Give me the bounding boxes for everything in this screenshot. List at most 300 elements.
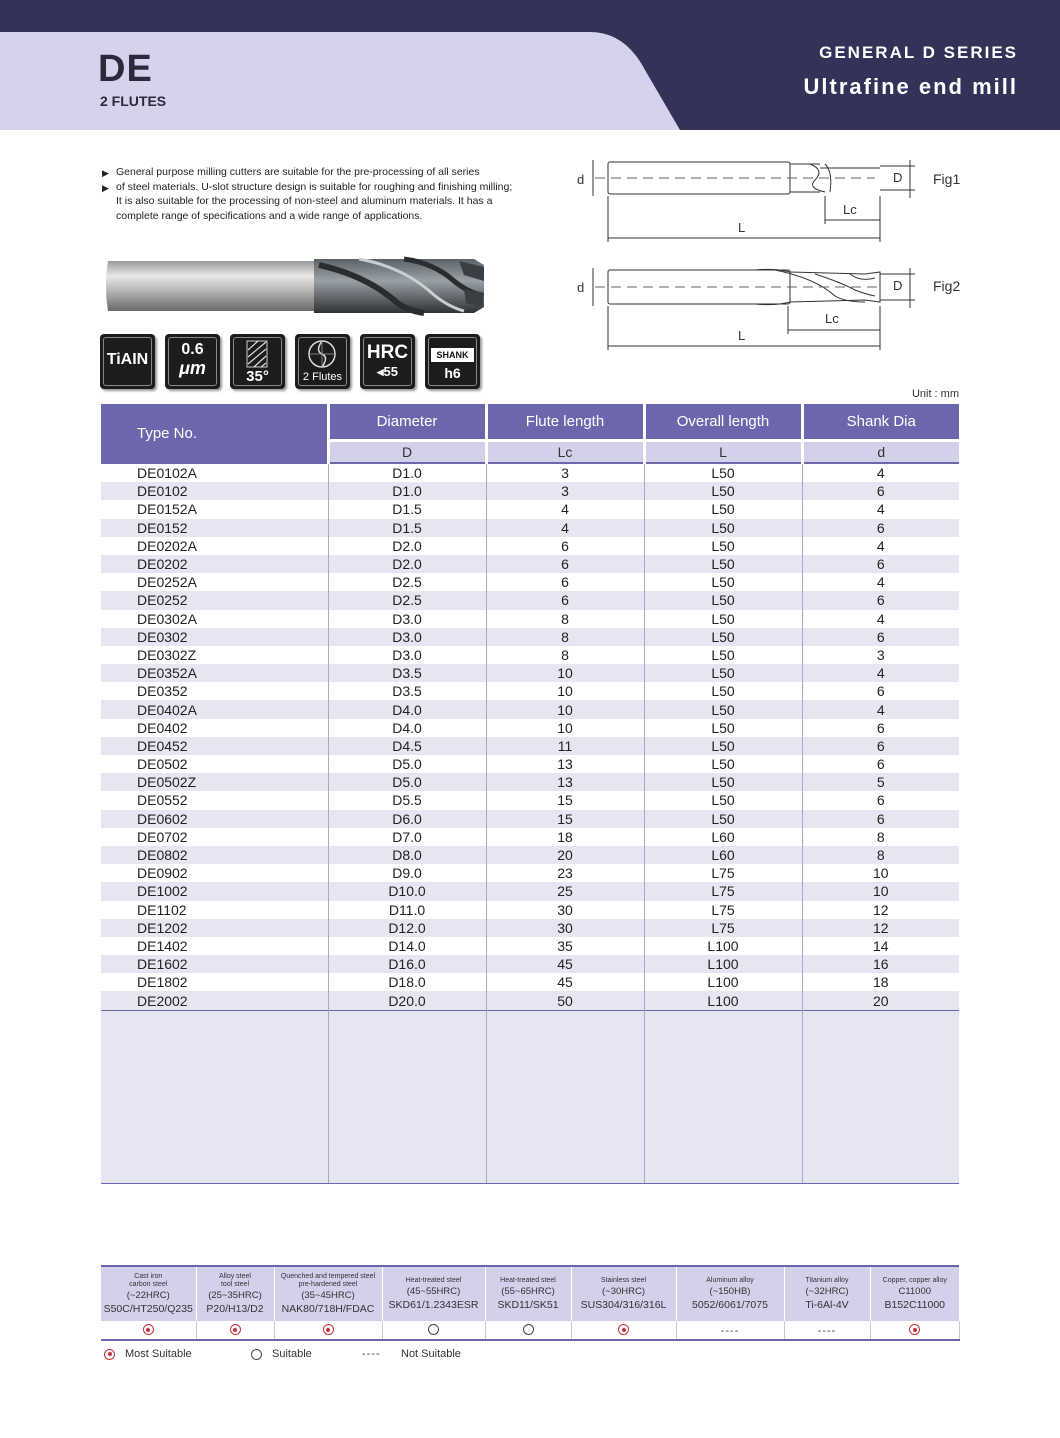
flute-length-cell: 35 (486, 937, 644, 955)
flute-length-cell: 8 (486, 646, 644, 664)
dimension-drawing (575, 150, 975, 360)
flute-length-cell: 10 (486, 664, 644, 682)
diameter-cell: D2.0 (328, 537, 486, 555)
subheader-diameter: D (328, 441, 486, 464)
overall-length-cell: L100 (644, 937, 802, 955)
table-row (101, 828, 959, 846)
shank-dia-cell: 20 (802, 991, 959, 1010)
material-name: Quenched and tempered steel pre-hardened steel (280, 1272, 376, 1288)
flute-length-cell: 50 (486, 991, 644, 1010)
hrc-icon (360, 334, 415, 389)
not-suitable-symbol: ---- (720, 1325, 740, 1337)
description-line: complete range of specifications and a wide range of applications. (116, 209, 423, 222)
material-grades: Ti-6Al-4V (805, 1298, 849, 1311)
table-empty-area (101, 1010, 959, 1183)
type-no-cell: DE1102 (101, 901, 328, 919)
shank-dia-cell: 5 (802, 773, 959, 791)
fig2-flute-length-label: Lc (825, 311, 839, 326)
diameter-cell: D5.0 (328, 755, 486, 773)
diameter-cell: D1.5 (328, 500, 486, 518)
description-line: of steel materials. U-slot structure design is suitable for roughing and finishing milling; (116, 180, 513, 193)
material-hardness: (~22HRC) (126, 1289, 170, 1301)
overall-length-cell: L50 (644, 573, 802, 591)
diameter-cell: D11.0 (328, 901, 486, 919)
page-title: DE (98, 48, 153, 90)
grain-unit: μm (179, 358, 206, 378)
description (102, 165, 532, 223)
type-no-cell: DE0252A (101, 573, 328, 591)
fig1-flute-length-label: Lc (843, 202, 857, 217)
type-no-cell: DE0402 (101, 719, 328, 737)
type-no-cell: DE1002 (101, 882, 328, 900)
fig1-overall-length-label: L (738, 220, 746, 235)
diameter-cell: D16.0 (328, 955, 486, 973)
type-no-cell: DE0302 (101, 628, 328, 646)
table-row (101, 591, 959, 609)
series-label: GENERAL D SERIES (819, 43, 1018, 62)
helix-value: 35° (246, 368, 269, 385)
diameter-cell: D3.0 (328, 646, 486, 664)
table-row (101, 664, 959, 682)
helix-lines-icon (246, 340, 268, 368)
suitable-icon (251, 1349, 262, 1360)
suitable-icon (523, 1324, 534, 1335)
legend-suitable: Suitable (272, 1348, 312, 1360)
table-row (101, 482, 959, 500)
flute-length-cell: 18 (486, 828, 644, 846)
material-name: Heat-treated steel (500, 1276, 556, 1284)
flute-length-cell: 6 (486, 573, 644, 591)
flute-length-cell: 15 (486, 791, 644, 809)
overall-length-cell: L50 (644, 773, 802, 791)
diameter-cell: D1.5 (328, 519, 486, 537)
material-rating-cell (870, 1321, 959, 1340)
diameter-cell: D3.0 (328, 610, 486, 628)
overall-length-cell: L50 (644, 810, 802, 828)
material-rating-cell (485, 1321, 571, 1340)
material-rating-cell (274, 1321, 382, 1340)
type-no-cell: DE0152 (101, 519, 328, 537)
shank-tolerance-icon (425, 334, 480, 389)
flute-length-cell: 20 (486, 846, 644, 864)
flute-length-cell: 6 (486, 591, 644, 609)
header-shank-dia: Shank Dia (802, 404, 959, 441)
fig2-diameter-label: D (893, 278, 903, 293)
not-suitable-symbol: ---- (362, 1348, 381, 1360)
diameter-cell: D10.0 (328, 882, 486, 900)
table-row (101, 628, 959, 646)
shank-dia-cell: 14 (802, 937, 959, 955)
legend-not-suitable: Not Suitable (401, 1348, 461, 1360)
table-row (101, 719, 959, 737)
material-header-cell (870, 1266, 959, 1321)
shank-dia-cell: 6 (802, 810, 959, 828)
material-name: Stainless steel (600, 1276, 647, 1284)
shank-dia-cell: 6 (802, 791, 959, 809)
flutes-value: 2 Flutes (302, 371, 343, 383)
flute-length-cell: 3 (486, 482, 644, 500)
diameter-cell: D3.0 (328, 628, 486, 646)
material-header-cell (274, 1266, 382, 1321)
material-rating-cell (784, 1321, 870, 1340)
material-grades: SUS304/316/316L (580, 1298, 667, 1311)
overall-length-cell: L50 (644, 537, 802, 555)
material-header-cell (676, 1266, 784, 1321)
most-suitable-icon (104, 1349, 115, 1360)
overall-length-cell: L50 (644, 555, 802, 573)
subheader-overall-length: L (644, 441, 802, 464)
flute-length-cell: 4 (486, 500, 644, 518)
diameter-cell: D4.0 (328, 700, 486, 718)
type-no-cell: DE0252 (101, 591, 328, 609)
shank-value: h6 (444, 365, 461, 381)
flute-length-cell: 10 (486, 719, 644, 737)
diameter-cell: D4.5 (328, 737, 486, 755)
table-row (101, 882, 959, 900)
flute-length-cell: 13 (486, 773, 644, 791)
type-no-cell: DE0402A (101, 700, 328, 718)
flute-length-cell: 6 (486, 537, 644, 555)
unit-label: Unit : mm (911, 388, 959, 400)
diameter-cell: D18.0 (328, 973, 486, 991)
table-row (101, 555, 959, 573)
table-row (101, 919, 959, 937)
table-row (101, 537, 959, 555)
type-no-cell: DE0552 (101, 791, 328, 809)
shank-dia-cell: 4 (802, 463, 959, 482)
overall-length-cell: L50 (644, 700, 802, 718)
table-row (101, 901, 959, 919)
flute-length-cell: 13 (486, 755, 644, 773)
table-row (101, 463, 959, 482)
fig1-shank-dia-label: d (577, 172, 585, 187)
suitable-icon (428, 1324, 439, 1335)
material-header-cell (784, 1266, 870, 1321)
flute-length-cell: 6 (486, 555, 644, 573)
spec-table (101, 404, 959, 1184)
material-name: Heat-treated steel (405, 1276, 462, 1284)
shank-dia-cell: 4 (802, 537, 959, 555)
material-name: Alloy steel tool steel (219, 1272, 251, 1288)
overall-length-cell: L100 (644, 973, 802, 991)
type-no-cell: DE0302A (101, 610, 328, 628)
diameter-cell: D1.0 (328, 482, 486, 500)
header-overall-length: Overall length (644, 404, 802, 441)
material-hardness: (~30HRC) (601, 1285, 646, 1297)
material-grades: 5052/6061/7075 (692, 1298, 768, 1311)
header-type-no: Type No. (101, 404, 328, 463)
overall-length-cell: L100 (644, 955, 802, 973)
description-line: General purpose milling cutters are suitable for the pre-processing of all series (116, 166, 480, 178)
material-hardness: (~32HRC) (805, 1285, 849, 1297)
table-row (101, 682, 959, 700)
type-no-cell: DE0352A (101, 664, 328, 682)
empty-cell (802, 1010, 959, 1183)
shank-dia-cell: 6 (802, 682, 959, 700)
most-suitable-icon (230, 1324, 241, 1335)
material-name: Copper, copper alloy (882, 1276, 947, 1284)
overall-length-cell: L50 (644, 646, 802, 664)
shank-dia-cell: 4 (802, 500, 959, 518)
shank-dia-cell: 4 (802, 610, 959, 628)
overall-length-cell: L75 (644, 901, 802, 919)
shank-dia-cell: 4 (802, 664, 959, 682)
material-rating-cell (382, 1321, 485, 1340)
table-row (101, 973, 959, 991)
flute-length-cell: 30 (486, 901, 644, 919)
table-row (101, 991, 959, 1010)
overall-length-cell: L50 (644, 628, 802, 646)
material-header-cell (571, 1266, 676, 1321)
diameter-cell: D20.0 (328, 991, 486, 1010)
flutes-icon (295, 334, 350, 389)
shank-dia-cell: 16 (802, 955, 959, 973)
material-hardness: C11000 (898, 1285, 932, 1297)
type-no-cell: DE1602 (101, 955, 328, 973)
shank-dia-cell: 6 (802, 591, 959, 609)
hrc-value: ◂55 (377, 364, 398, 379)
table-row (101, 846, 959, 864)
diameter-cell: D7.0 (328, 828, 486, 846)
table-row (101, 500, 959, 518)
empty-cell (486, 1010, 644, 1183)
table-row (101, 791, 959, 809)
dimension-figures (575, 150, 975, 360)
table-row (101, 773, 959, 791)
most-suitable-icon (909, 1324, 920, 1335)
overall-length-cell: L50 (644, 591, 802, 609)
not-suitable-symbol: ---- (817, 1325, 837, 1337)
type-no-cell: DE0302Z (101, 646, 328, 664)
overall-length-cell: L50 (644, 664, 802, 682)
product-name: Ultrafine end mill (803, 74, 1018, 99)
overall-length-cell: L75 (644, 864, 802, 882)
material-header-cell (101, 1266, 196, 1321)
page-subtitle: 2 FLUTES (100, 93, 167, 109)
flute-length-cell: 45 (486, 955, 644, 973)
diameter-cell: D5.0 (328, 773, 486, 791)
material-header-cell (485, 1266, 571, 1321)
flute-length-cell: 30 (486, 919, 644, 937)
type-no-cell: DE1802 (101, 973, 328, 991)
material-grades: S50C/HT250/Q235 (103, 1302, 193, 1315)
subheader-flute-length: Lc (486, 441, 644, 464)
overall-length-cell: L50 (644, 463, 802, 482)
most-suitable-icon (323, 1324, 334, 1335)
flute-length-cell: 10 (486, 682, 644, 700)
bullet-arrow-icon: ▶ (102, 168, 109, 178)
diameter-cell: D4.0 (328, 719, 486, 737)
empty-cell (101, 1010, 328, 1183)
subheader-shank-dia: d (802, 441, 959, 464)
table-row (101, 646, 959, 664)
overall-length-cell: L60 (644, 828, 802, 846)
shank-dia-cell: 12 (802, 901, 959, 919)
end-mill-photo (104, 255, 489, 317)
flute-length-cell: 10 (486, 700, 644, 718)
overall-length-cell: L50 (644, 682, 802, 700)
overall-length-cell: L75 (644, 919, 802, 937)
table-row (101, 955, 959, 973)
shank-dia-cell: 8 (802, 828, 959, 846)
type-no-cell: DE0502Z (101, 773, 328, 791)
type-no-cell: DE1202 (101, 919, 328, 937)
material-grades: P20/H13/D2 (206, 1302, 264, 1315)
material-rating-cell (101, 1321, 196, 1340)
material-header-cell (196, 1266, 274, 1321)
material-name: Cast iron carbon steel (129, 1272, 168, 1288)
shank-dia-cell: 18 (802, 973, 959, 991)
overall-length-cell: L50 (644, 755, 802, 773)
coating-label: TiAIN (106, 351, 149, 368)
overall-length-cell: L50 (644, 482, 802, 500)
diameter-cell: D1.0 (328, 463, 486, 482)
material-grades: NAK80/718H/FDAC (281, 1302, 375, 1315)
legend-most-suitable: Most Suitable (125, 1348, 192, 1360)
fig2-shank-dia-label: d (577, 280, 585, 295)
flute-length-cell: 4 (486, 519, 644, 537)
type-no-cell: DE0102 (101, 482, 328, 500)
type-no-cell: DE0502 (101, 755, 328, 773)
overall-length-cell: L100 (644, 991, 802, 1010)
type-no-cell: DE0152A (101, 500, 328, 518)
most-suitable-icon (143, 1324, 154, 1335)
flute-length-cell: 8 (486, 610, 644, 628)
fig1-diameter-label: D (893, 170, 903, 185)
diameter-cell: D6.0 (328, 810, 486, 828)
description-line: It is also suitable for the processing of non-steel and aluminum materials. It has a (116, 195, 493, 207)
hrc-label: HRC (366, 342, 409, 363)
diameter-cell: D3.5 (328, 682, 486, 700)
most-suitable-icon (618, 1324, 629, 1335)
flute-length-cell: 15 (486, 810, 644, 828)
flute-length-cell: 45 (486, 973, 644, 991)
type-no-cell: DE1402 (101, 937, 328, 955)
bullet-arrow-icon: ▶ (102, 183, 109, 193)
grain-size-icon (165, 334, 220, 389)
shank-dia-cell: 6 (802, 628, 959, 646)
diameter-cell: D8.0 (328, 846, 486, 864)
overall-length-cell: L50 (644, 737, 802, 755)
material-rating-cell (571, 1321, 676, 1340)
table-row (101, 573, 959, 591)
shank-dia-cell: 6 (802, 755, 959, 773)
type-no-cell: DE0202 (101, 555, 328, 573)
fig2-label: Fig2 (933, 278, 961, 294)
shank-dia-cell: 8 (802, 846, 959, 864)
shank-label: SHANK (431, 348, 474, 362)
flute-length-cell: 11 (486, 737, 644, 755)
header-banner (0, 0, 1060, 130)
type-no-cell: DE0802 (101, 846, 328, 864)
table-row (101, 755, 959, 773)
overall-length-cell: L60 (644, 846, 802, 864)
diameter-cell: D5.5 (328, 791, 486, 809)
flute-length-cell: 3 (486, 463, 644, 482)
flute-length-cell: 25 (486, 882, 644, 900)
material-hardness: (45~55HRC) (406, 1285, 461, 1297)
fig2-overall-length-label: L (738, 328, 746, 343)
overall-length-cell: L50 (644, 500, 802, 518)
coating-icon (100, 334, 155, 389)
diameter-cell: D2.5 (328, 573, 486, 591)
shank-dia-cell: 3 (802, 646, 959, 664)
material-name: Aluminum alloy (706, 1276, 754, 1284)
grain-value: 0.6 (181, 341, 204, 358)
overall-length-cell: L50 (644, 719, 802, 737)
shank-dia-cell: 10 (802, 882, 959, 900)
shank-dia-cell: 6 (802, 482, 959, 500)
material-name: Titanium alloy (805, 1276, 849, 1284)
type-no-cell: DE0702 (101, 828, 328, 846)
type-no-cell: DE0202A (101, 537, 328, 555)
type-no-cell: DE0602 (101, 810, 328, 828)
empty-cell (328, 1010, 486, 1183)
table-row (101, 519, 959, 537)
empty-cell (644, 1010, 802, 1183)
flute-length-cell: 8 (486, 628, 644, 646)
material-grades: SKD61/1.2343ESR (388, 1298, 479, 1311)
diameter-cell: D12.0 (328, 919, 486, 937)
material-rating-cell (196, 1321, 274, 1340)
shank-dia-cell: 6 (802, 555, 959, 573)
material-rating-cell (676, 1321, 784, 1340)
type-no-cell: DE0102A (101, 463, 328, 482)
material-hardness: (55~65HRC) (501, 1285, 555, 1297)
diameter-cell: D9.0 (328, 864, 486, 882)
legend (104, 1348, 604, 1364)
table-row (101, 810, 959, 828)
table-row (101, 700, 959, 718)
overall-length-cell: L50 (644, 791, 802, 809)
material-hardness: (25~35HRC) (208, 1289, 262, 1301)
type-no-cell: DE0352 (101, 682, 328, 700)
table-row (101, 937, 959, 955)
header-flute-length: Flute length (486, 404, 644, 441)
diameter-cell: D2.5 (328, 591, 486, 609)
material-grades: SKD11/SK51 (497, 1298, 559, 1311)
table-row (101, 737, 959, 755)
table-row (101, 610, 959, 628)
material-hardness: (35~45HRC) (301, 1289, 355, 1301)
flute-length-cell: 23 (486, 864, 644, 882)
shank-dia-cell: 6 (802, 719, 959, 737)
table-row (101, 864, 959, 882)
type-no-cell: DE0452 (101, 737, 328, 755)
flute-section-icon (307, 339, 337, 369)
diameter-cell: D2.0 (328, 555, 486, 573)
material-header-cell (382, 1266, 485, 1321)
header-diameter: Diameter (328, 404, 486, 441)
shank-dia-cell: 10 (802, 864, 959, 882)
helix-angle-icon (230, 334, 285, 389)
shank-dia-cell: 6 (802, 737, 959, 755)
type-no-cell: DE0902 (101, 864, 328, 882)
overall-length-cell: L50 (644, 610, 802, 628)
material-suitability-table (101, 1265, 960, 1341)
shank-dia-cell: 12 (802, 919, 959, 937)
fig1-label: Fig1 (933, 171, 961, 187)
shank-dia-cell: 4 (802, 573, 959, 591)
shank-dia-cell: 4 (802, 700, 959, 718)
overall-length-cell: L50 (644, 519, 802, 537)
diameter-cell: D14.0 (328, 937, 486, 955)
material-grades: B152C11000 (884, 1298, 946, 1311)
shank-dia-cell: 6 (802, 519, 959, 537)
overall-length-cell: L75 (644, 882, 802, 900)
type-no-cell: DE2002 (101, 991, 328, 1010)
material-hardness: (~150HB) (709, 1285, 751, 1297)
